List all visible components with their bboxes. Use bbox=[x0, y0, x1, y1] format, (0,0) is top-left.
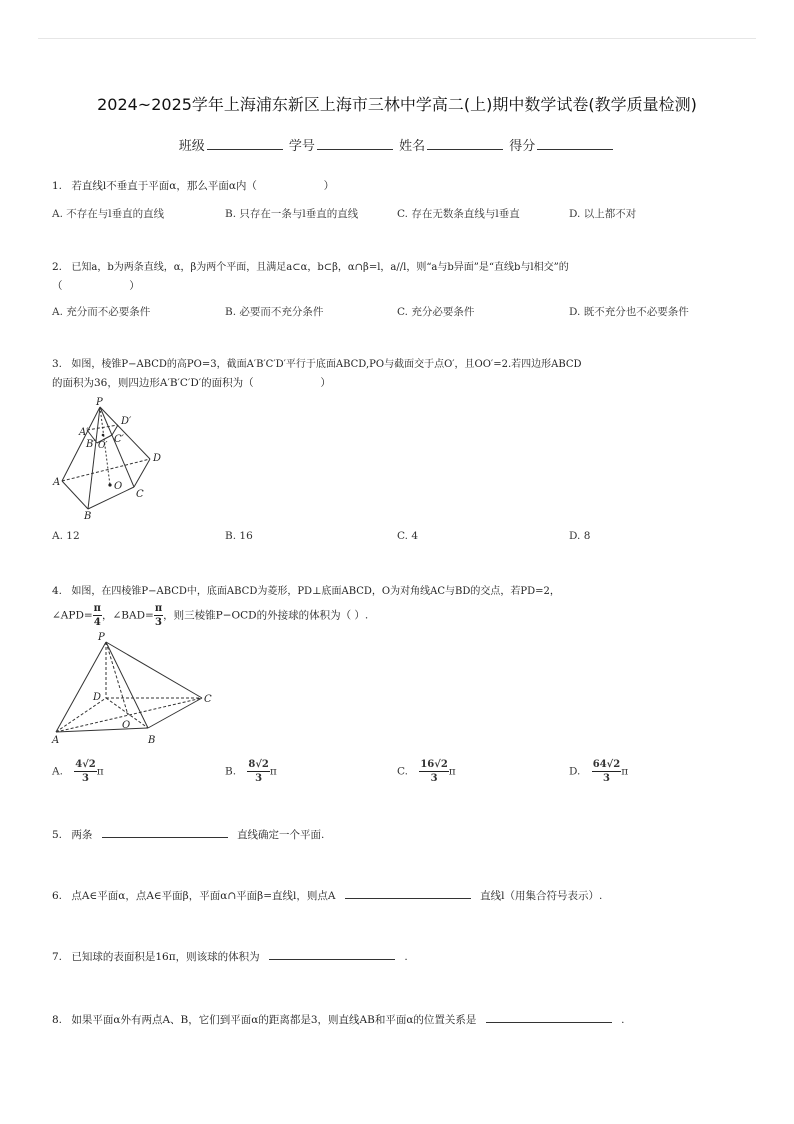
option-b[interactable]: B. 必要而不充分条件 bbox=[225, 306, 324, 318]
question-6 bbox=[52, 887, 602, 906]
student-id-label: 学号 bbox=[288, 139, 315, 154]
option-d[interactable]: D. 以上都不对 bbox=[569, 208, 637, 220]
label-b-prime: B′ bbox=[86, 439, 96, 450]
stem-part: ，∠BAD= bbox=[102, 609, 154, 622]
option-c[interactable]: C. 存在无数条直线与l垂直 bbox=[397, 208, 520, 220]
question-text-pre: 点A∈平面α，点A∈平面β，平面α∩平面β=直线l，则点A bbox=[71, 890, 336, 902]
class-label: 班级 bbox=[178, 139, 205, 154]
label-b: B bbox=[148, 735, 156, 746]
label-p: P bbox=[98, 632, 105, 643]
answer-blank[interactable] bbox=[345, 887, 471, 899]
question-number: 6. bbox=[52, 890, 63, 902]
question-stem-line1: 已知a，b为两条直线，α，β为两个平面，且满足a⊂α，b⊂β，α∩β=l，a//l，则“a与b异面”是“直线b与l相交”的 bbox=[71, 262, 569, 273]
pyramid-figure-q3 bbox=[52, 395, 172, 520]
question-3 bbox=[52, 355, 752, 393]
score-field[interactable] bbox=[537, 137, 613, 150]
label-b: B bbox=[84, 511, 92, 520]
student-id-field[interactable] bbox=[317, 137, 393, 150]
option-a[interactable]: A. 12 bbox=[52, 530, 80, 542]
question-stem-line1: 如图，在四棱锥P−ABCD中，底面ABCD为菱形，PD⊥底面ABCD，O为对角线AC与BD的交点，若PD=2， bbox=[71, 586, 560, 597]
label-d-prime: D′ bbox=[121, 416, 132, 427]
option-b[interactable]: B. 16 bbox=[225, 530, 253, 542]
answer-blank[interactable] bbox=[486, 1011, 612, 1023]
edge-pa bbox=[56, 642, 106, 732]
option-fraction: $\frac{8√2}{3}$ bbox=[248, 759, 269, 784]
edge-ad bbox=[56, 698, 106, 732]
option-c[interactable]: C. $\frac{16√2}{3}$ π bbox=[397, 759, 456, 784]
question-text-pre: 如果平面α外有两点A、B，它们到平面α的距离都是3，则直线AB和平面α的位置关系是 bbox=[71, 1014, 477, 1026]
question-text-post: . bbox=[621, 1014, 625, 1026]
edge-ad bbox=[62, 459, 150, 481]
pyramid-figure-q4 bbox=[50, 628, 220, 748]
label-a: A bbox=[53, 477, 61, 488]
question-text-post: 直线l（用集合符号表示）. bbox=[480, 890, 603, 902]
label-d: D bbox=[93, 692, 102, 703]
question-stem: 若直线l不垂直于平面α，那么平面α内（ ） bbox=[71, 180, 335, 192]
point-o-prime bbox=[102, 434, 105, 437]
edge-pd bbox=[100, 407, 150, 459]
question-number: 1. bbox=[52, 180, 63, 192]
option-b[interactable]: B. 只存在一条与l垂直的直线 bbox=[225, 208, 359, 220]
option-c[interactable]: C. 充分必要条件 bbox=[397, 306, 475, 318]
score-label: 得分 bbox=[509, 139, 536, 154]
student-info-row bbox=[0, 135, 794, 154]
question-number: 7. bbox=[52, 951, 63, 963]
label-a-prime: A′ bbox=[79, 427, 89, 438]
edge-ab bbox=[62, 481, 88, 509]
edge-pc bbox=[106, 642, 202, 698]
option-c[interactable]: C. 4 bbox=[397, 530, 419, 542]
label-a: A bbox=[52, 735, 60, 746]
question-stem-line2: （ ） bbox=[52, 280, 140, 292]
question-number: 3. bbox=[52, 358, 63, 370]
fraction-pi-over-3: $\frac{\pi}{3}$ bbox=[154, 603, 163, 628]
question-7 bbox=[52, 948, 408, 967]
label-o-prime: O′ bbox=[98, 441, 108, 451]
question-8 bbox=[52, 1011, 624, 1030]
question-stem-line1: 如图，棱锥P−ABCD的高PO=3，截面A′B′C′D′平行于底面ABCD,PO与截面交于点O′，且OO′=2.若四边形ABCD bbox=[71, 359, 582, 370]
option-a[interactable]: A. 充分而不必要条件 bbox=[52, 306, 151, 318]
label-c-prime: C′ bbox=[114, 434, 124, 445]
label-c: C bbox=[136, 489, 144, 500]
option-d[interactable]: D. 既不充分也不必要条件 bbox=[569, 306, 689, 318]
label-o: O bbox=[114, 481, 123, 492]
label-p: P bbox=[96, 397, 103, 408]
edge-pb bbox=[88, 407, 100, 509]
fraction-pi-over-4: $\frac{\pi}{4}$ bbox=[93, 603, 101, 628]
option-b[interactable]: B. $\frac{8√2}{3}$ π bbox=[225, 759, 277, 784]
point-o bbox=[108, 483, 111, 486]
answer-blank[interactable] bbox=[102, 826, 228, 838]
stem-part: ∠APD= bbox=[52, 609, 93, 622]
name-field[interactable] bbox=[427, 137, 503, 150]
option-d[interactable]: D. 8 bbox=[569, 530, 591, 542]
question-number: 4. bbox=[52, 585, 63, 597]
option-fraction: $\frac{64√2}{3}$ bbox=[592, 759, 621, 784]
top-rule bbox=[38, 38, 756, 39]
label-d: D bbox=[153, 453, 162, 464]
question-5 bbox=[52, 826, 324, 845]
question-4 bbox=[52, 582, 752, 629]
question-text-pre: 已知球的表面积是16π，则该球的体积为 bbox=[71, 951, 260, 963]
question-2 bbox=[52, 258, 752, 296]
edge-cd bbox=[134, 459, 150, 487]
question-number: 5. bbox=[52, 829, 63, 841]
option-d[interactable]: D. $\frac{64√2}{3}$ π bbox=[569, 759, 629, 784]
edge-ab bbox=[56, 728, 148, 732]
question-text-pre: 两条 bbox=[71, 829, 93, 841]
page-title: 2024~2025学年上海浦东新区上海市三林中学高二(上)期中数学试卷(教学质量检测) bbox=[97, 95, 697, 114]
question-number: 2. bbox=[52, 261, 63, 273]
label-o: O bbox=[122, 720, 131, 731]
stem-part: ，则三棱锥P−OCD的外接球的体积为（ ）. bbox=[163, 609, 369, 622]
name-label: 姓名 bbox=[399, 139, 426, 154]
question-1 bbox=[52, 177, 334, 196]
option-a[interactable]: A. 不存在与l垂直的直线 bbox=[52, 208, 165, 220]
question-number: 8. bbox=[52, 1014, 63, 1026]
edge-bc bbox=[148, 698, 202, 728]
option-fraction: $\frac{4√2}{3}$ bbox=[75, 759, 96, 784]
class-field[interactable] bbox=[207, 137, 283, 150]
label-c: C bbox=[204, 694, 212, 705]
answer-blank[interactable] bbox=[269, 948, 395, 960]
question-stem-line2: 的面积为36，则四边形A′B′C′D′的面积为（ ） bbox=[52, 377, 331, 389]
question-text-post: . bbox=[404, 951, 408, 963]
question-text-post: 直线确定一个平面. bbox=[237, 829, 325, 841]
option-fraction: $\frac{16√2}{3}$ bbox=[420, 759, 448, 784]
option-a[interactable]: A. $\frac{4√2}{3}$ π bbox=[52, 759, 104, 784]
edge-bc bbox=[88, 487, 134, 509]
